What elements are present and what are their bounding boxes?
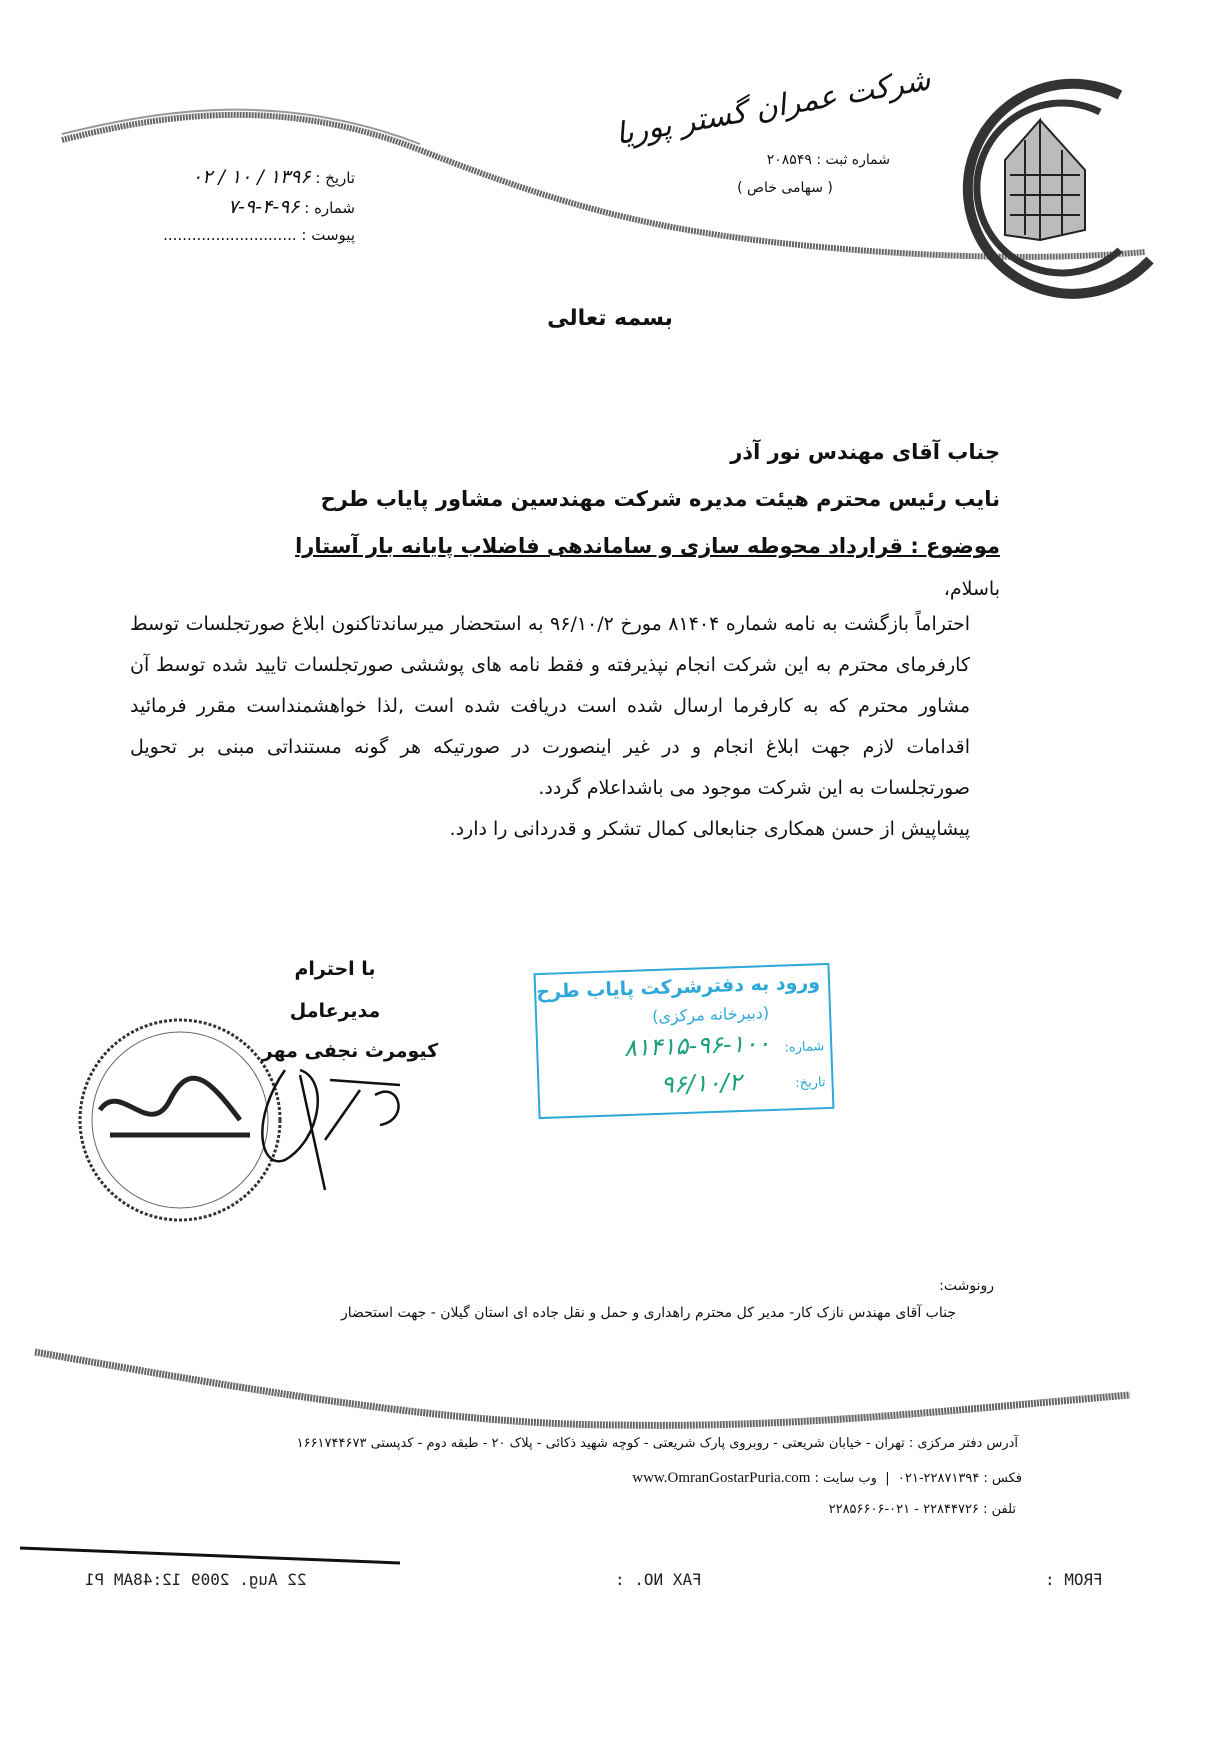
letter-subject: موضوع : قرارداد محوطه سازی و ساماندهی فاضلاب پایانه بار آستارا <box>295 534 1000 558</box>
number-field <box>95 196 355 218</box>
footer-website[interactable]: www.OmranGostarPuria.com <box>632 1470 811 1486</box>
number-label: شماره : <box>304 199 355 217</box>
signer-title: مدیرعامل <box>289 1000 381 1022</box>
company-logo-icon <box>968 84 1150 294</box>
regards: با احترام <box>294 958 376 980</box>
stamp-subtitle: (دبیرخانه مرکزی) <box>651 1003 770 1027</box>
registration-number: شماره ثبت : ۲۰۸۵۴۹ <box>766 152 890 168</box>
stamp-number-value: ۸۱۴۱۵-۹۶-۱۰۰ <box>623 1029 771 1063</box>
greeting: باسلام، <box>943 578 1000 600</box>
company-type: ( سهامی خاص ) <box>737 180 833 196</box>
company-name-logo: شرکت عمران گستر پوریا <box>613 62 934 153</box>
attachment-field <box>95 226 355 244</box>
date-field <box>95 166 355 188</box>
stamp-title: ورود به دفترشرکت پایاب طرح <box>535 971 821 1004</box>
stamp-date-value: ۹۶/۱۰/۲ <box>660 1068 742 1099</box>
footer-contact: فکس : ۲۲۸۷۱۳۹۴-۰۲۱ | وب سایت : www.OmranGostarPuria.com <box>632 1470 1022 1486</box>
date-label: تاریخ : <box>315 169 355 187</box>
footer-address: آدرس دفتر مرکزی : تهران - خیابان شریعتی - روبروی پارک شریعتی - کوچه شهید ذکائی - پلاک ۲۰ - طبقه دوم - کدپستی ۱۶۶۱۷۴۴۶۷۳ <box>296 1436 1018 1451</box>
attachment-label: پیوست : <box>301 226 355 244</box>
signature <box>262 1070 400 1190</box>
closing-line: پیشاپیش از حسن همکاری جنابعالی کمال تشکر و قدردانی را دارد. <box>449 818 970 840</box>
footer-website-label: وب سایت : <box>814 1471 877 1486</box>
stamp-number-label: شماره: <box>784 1039 825 1056</box>
attachment-value: ............................ <box>163 226 297 244</box>
number-value: ۹۶-۴-۹-۷ <box>227 196 300 218</box>
cc-label: رونوشت: <box>939 1278 994 1294</box>
fax-timestamp: 22 Aug. 2009 12:48AM P1 <box>85 1570 307 1589</box>
cc-recipient: جناب آقای مهندس نازک کار- مدیر کل محترم راهداری و حمل و نقل جاده ای استان گیلان - جهت استحضار <box>340 1305 956 1321</box>
letter-heading: بسمه تعالی <box>547 306 673 331</box>
footer-wave <box>35 1352 1130 1425</box>
stamp-date-label: تاریخ: <box>795 1075 826 1092</box>
letter-body: احتراماً بازگشت به نامه شماره ۸۱۴۰۴ مورخ ۹۶/۱۰/۲ به استحضار میرساندتاکنون ابلاغ صورتجلسات توسط کارفرمای محترم به این شرکت انجام نپذیرفته و فقط نامه های پوششی صورتجلسات تایید شده توسط آن مشاور محترم که به کارفرما ارسال شده است دریافت شده است ,لذا خواهشمنداست مقرر فرمائید اقدامات لازم جهت ابلاغ انجام و در غیر اینصورت در صورتیکه هر گونه مستنداتی مبنی بر تحویل صورتجلسات به این شرکت موجود می باشداعلام گردد. <box>130 613 971 799</box>
fax-from-label: FROM : <box>1045 1570 1103 1589</box>
received-stamp <box>534 963 835 1119</box>
fax-separator-line <box>20 1548 400 1563</box>
footer-phone: تلفن : ۲۲۸۴۴۷۲۶ - ۰۲۱-۲۲۸۵۶۶۰۶ <box>828 1502 1016 1517</box>
date-value: ۱۳۹۶ / ۱۰ / ۰۲ <box>191 166 311 188</box>
signer-name: کیومرث نجفی مهر <box>261 1040 439 1062</box>
addressee-name: جناب آقای مهندس نور آذر <box>730 440 1000 464</box>
fax-number-label: FAX NO. : <box>615 1570 702 1589</box>
footer-fax: فکس : ۲۲۸۷۱۳۹۴-۰۲۱ <box>897 1471 1022 1486</box>
letter-content <box>130 578 1000 850</box>
addressee-title: نایب رئیس محترم هیئت مدیره شرکت مهندسین مشاور پایاب طرح <box>320 487 1000 511</box>
